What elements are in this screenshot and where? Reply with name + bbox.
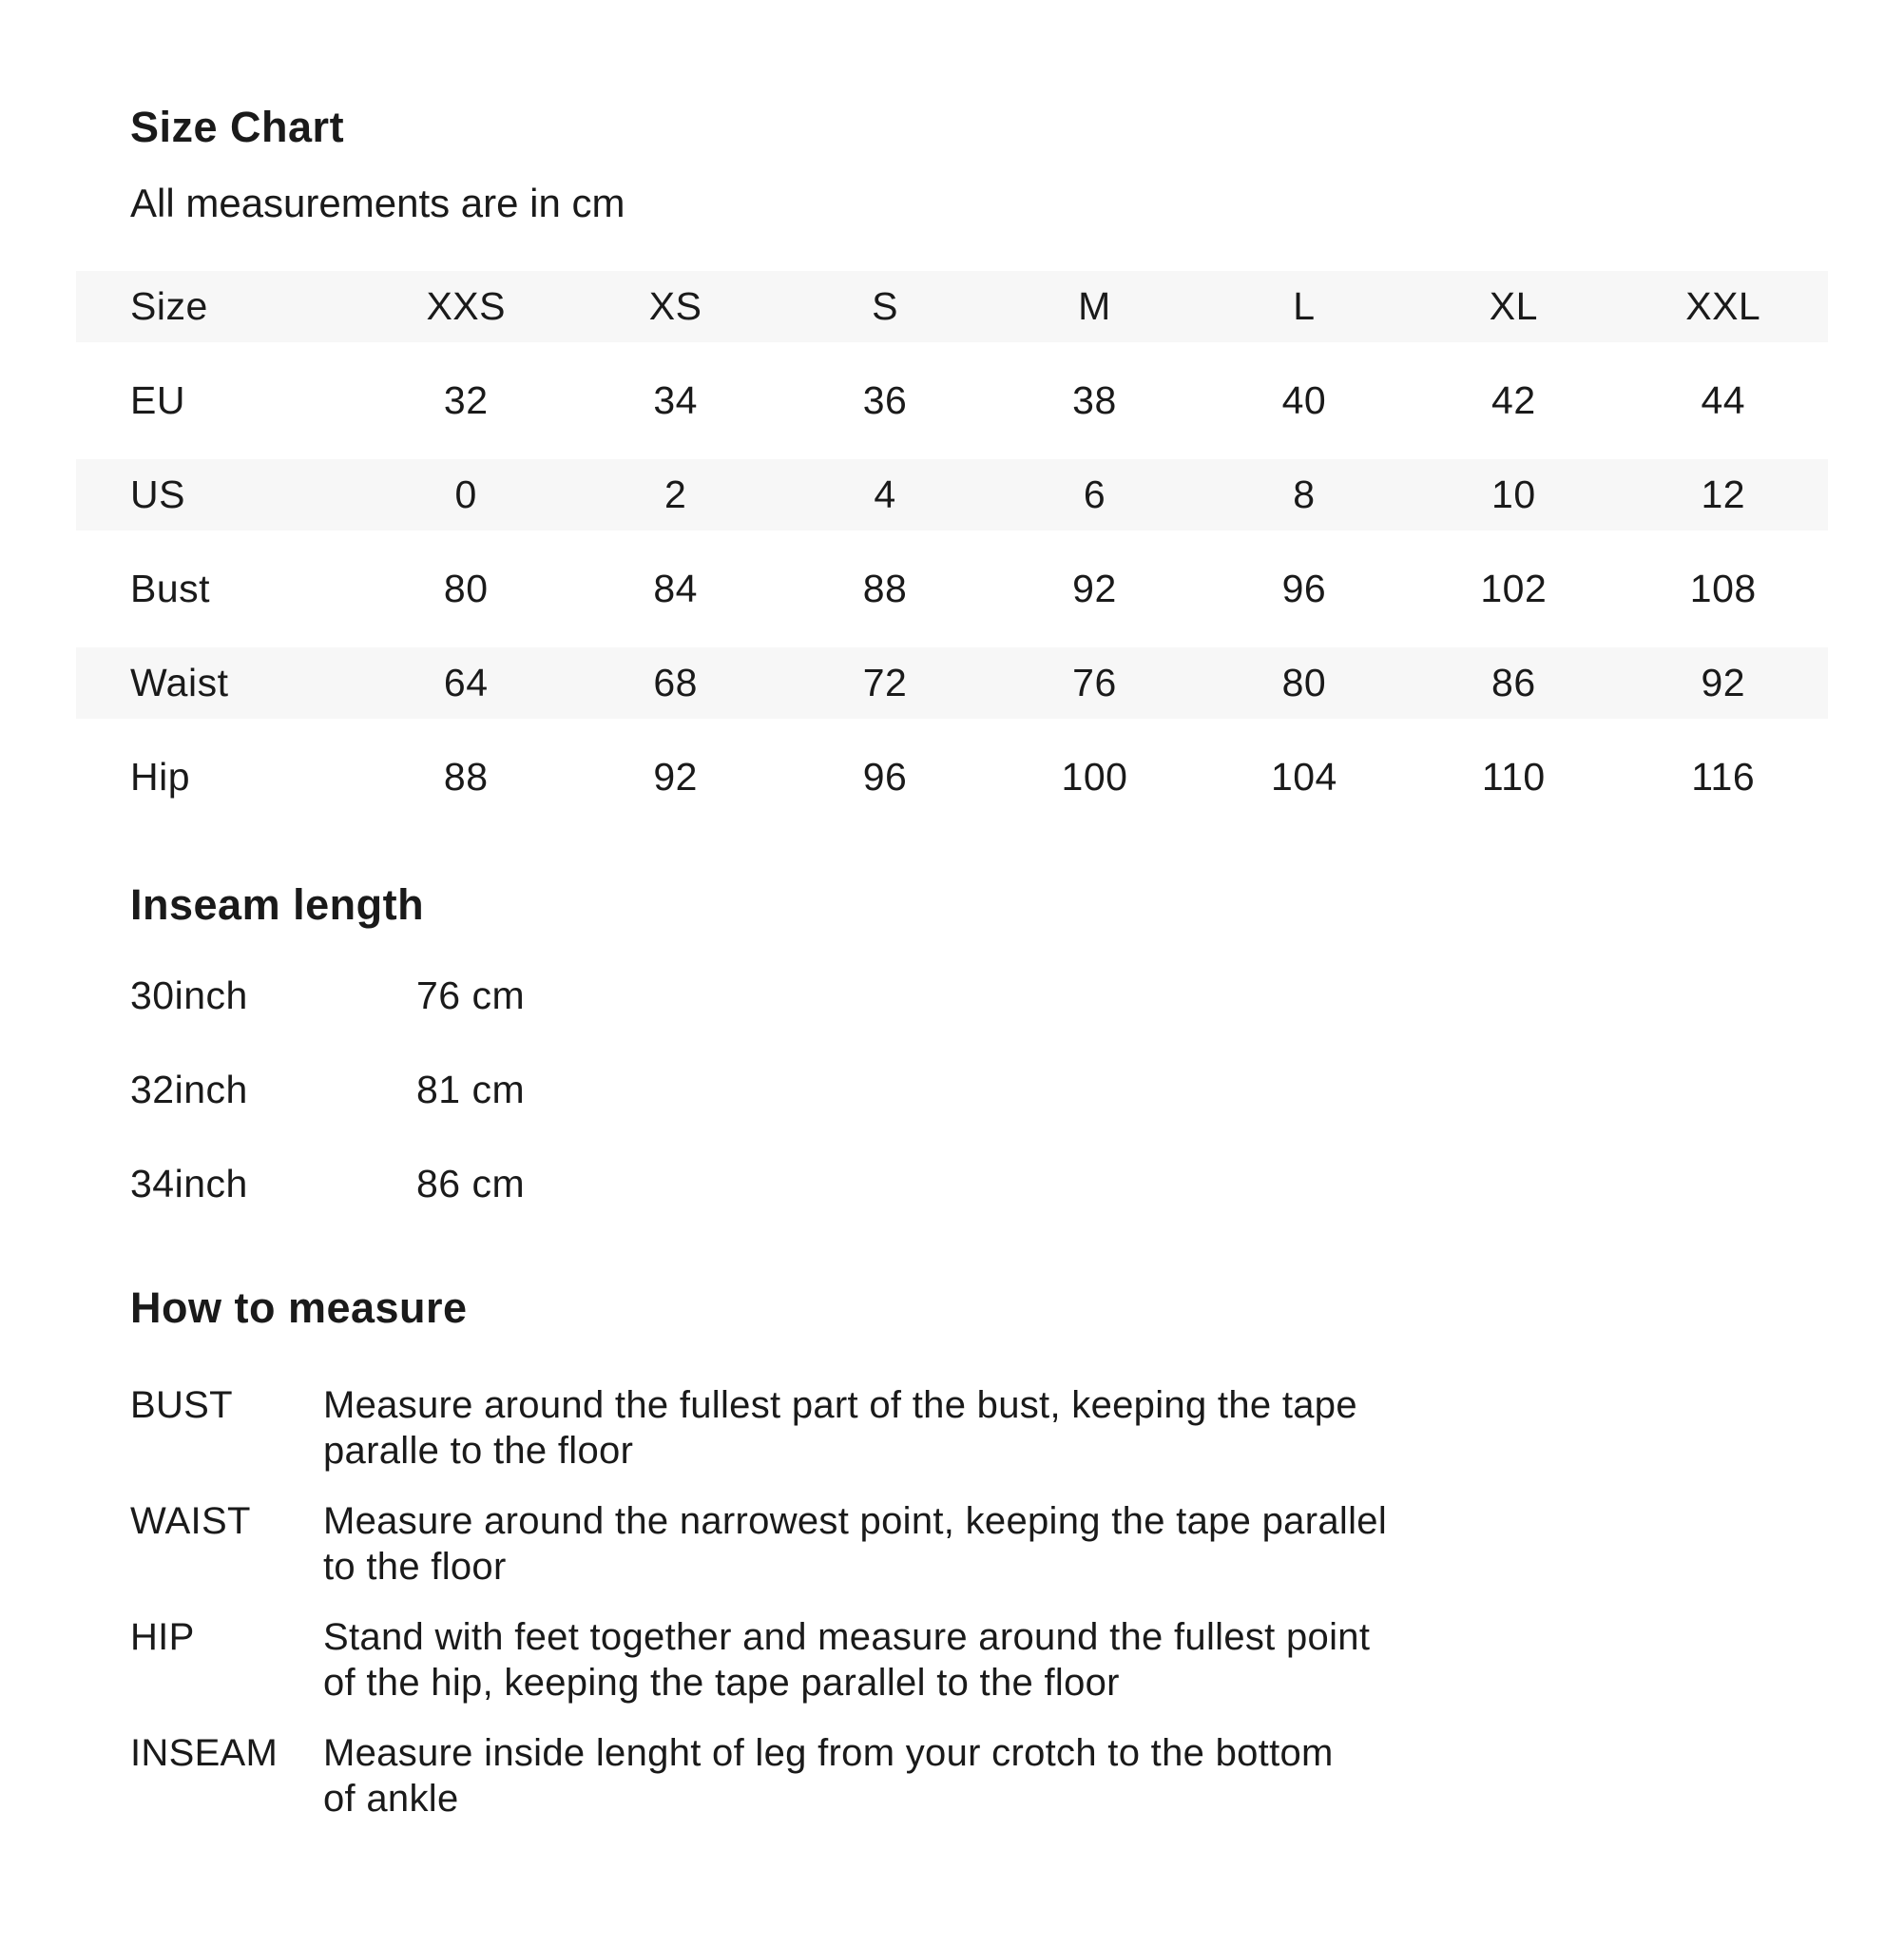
size-row-label: Bust [130, 567, 211, 610]
size-table-row [76, 354, 1828, 448]
measure-term: WAIST [130, 1500, 251, 1542]
size-value-cell: 0 [454, 472, 477, 516]
size-value-cell: 6 [1083, 472, 1106, 516]
size-value-cell: 116 [1691, 755, 1756, 799]
size-value-cell: 12 [1701, 472, 1746, 516]
how-to-measure-heading: How to measure [130, 1283, 468, 1332]
how-to-measure-item [130, 1730, 1828, 1822]
inseam-list [130, 949, 1828, 1231]
inseam-label: 30inch [130, 974, 248, 1017]
size-row-label: EU [130, 378, 185, 422]
measure-description: Stand with feet together and measure around the fullest point of the hip, keeping the tape parallel to the floor [323, 1616, 1371, 1704]
size-value-cell: 104 [1270, 755, 1337, 799]
size-value-cell: 36 [862, 378, 908, 422]
measure-term: INSEAM [130, 1732, 279, 1774]
page-title: Size Chart [130, 103, 345, 151]
inseam-row [130, 949, 1828, 1043]
subtitle: All measurements are in cm [130, 181, 625, 225]
measure-description: Measure around the narrowest point, keeping the tape parallel to the floor [323, 1500, 1388, 1588]
size-value-cell: 64 [443, 661, 489, 704]
size-row-label: Hip [130, 755, 191, 799]
size-table-row [76, 448, 1828, 542]
size-value-cell: 10 [1491, 472, 1536, 516]
measure-description: Measure inside lenght of leg from your crotch to the bottom of ankle [323, 1732, 1334, 1820]
size-value-cell: 8 [1293, 472, 1316, 516]
inseam-row [130, 1043, 1828, 1137]
size-value-cell: 96 [862, 755, 908, 799]
measure-description: Measure around the fullest part of the bust, keeping the tape paralle to the floor [323, 1384, 1357, 1472]
how-to-measure-item [130, 1382, 1828, 1474]
size-value-cell: 80 [1281, 661, 1327, 704]
size-header-cell: XS [648, 284, 702, 328]
size-value-cell: 38 [1072, 378, 1117, 422]
size-table [76, 260, 1828, 824]
size-value-cell: 34 [653, 378, 698, 422]
inseam-label: 34inch [130, 1162, 248, 1205]
size-header-cell: S [872, 284, 898, 328]
size-header-cell: M [1078, 284, 1111, 328]
size-header-cell: XXL [1685, 284, 1761, 328]
size-table-header-row [76, 260, 1828, 354]
how-to-measure-list [130, 1382, 1828, 1822]
size-row-label: US [130, 472, 185, 516]
size-table-row [76, 542, 1828, 636]
size-value-cell: 4 [874, 472, 896, 516]
size-value-cell: 108 [1689, 567, 1757, 610]
size-value-cell: 102 [1480, 567, 1548, 610]
inseam-label: 32inch [130, 1068, 248, 1111]
size-value-cell: 92 [1072, 567, 1117, 610]
inseam-row [130, 1137, 1828, 1231]
size-value-cell: 110 [1481, 755, 1546, 799]
size-value-cell: 44 [1701, 378, 1746, 422]
size-value-cell: 2 [664, 472, 687, 516]
inseam-heading: Inseam length [130, 880, 425, 929]
size-value-cell: 84 [653, 567, 698, 610]
size-header-cell: XXS [426, 284, 506, 328]
size-value-cell: 96 [1281, 567, 1327, 610]
measure-term: HIP [130, 1616, 195, 1658]
size-value-cell: 42 [1491, 378, 1536, 422]
inseam-value: 86 cm [416, 1162, 526, 1205]
size-value-cell: 92 [653, 755, 698, 799]
size-value-cell: 76 [1072, 661, 1117, 704]
size-value-cell: 80 [443, 567, 489, 610]
size-column-header: Size [130, 284, 208, 328]
size-header-cell: XL [1489, 284, 1538, 328]
size-table-row [76, 730, 1828, 824]
size-value-cell: 88 [443, 755, 489, 799]
size-value-cell: 86 [1491, 661, 1536, 704]
size-row-label: Waist [130, 661, 229, 704]
size-value-cell: 92 [1701, 661, 1746, 704]
size-value-cell: 40 [1281, 378, 1327, 422]
measure-term: BUST [130, 1384, 233, 1426]
how-to-measure-item [130, 1614, 1828, 1706]
size-header-cell: L [1293, 284, 1316, 328]
how-to-measure-item [130, 1498, 1828, 1590]
size-value-cell: 68 [653, 661, 698, 704]
size-table-row [76, 636, 1828, 730]
inseam-value: 81 cm [416, 1068, 526, 1111]
size-value-cell: 100 [1061, 755, 1128, 799]
size-value-cell: 88 [862, 567, 908, 610]
size-value-cell: 32 [443, 378, 489, 422]
inseam-value: 76 cm [416, 974, 526, 1017]
size-value-cell: 72 [862, 661, 908, 704]
